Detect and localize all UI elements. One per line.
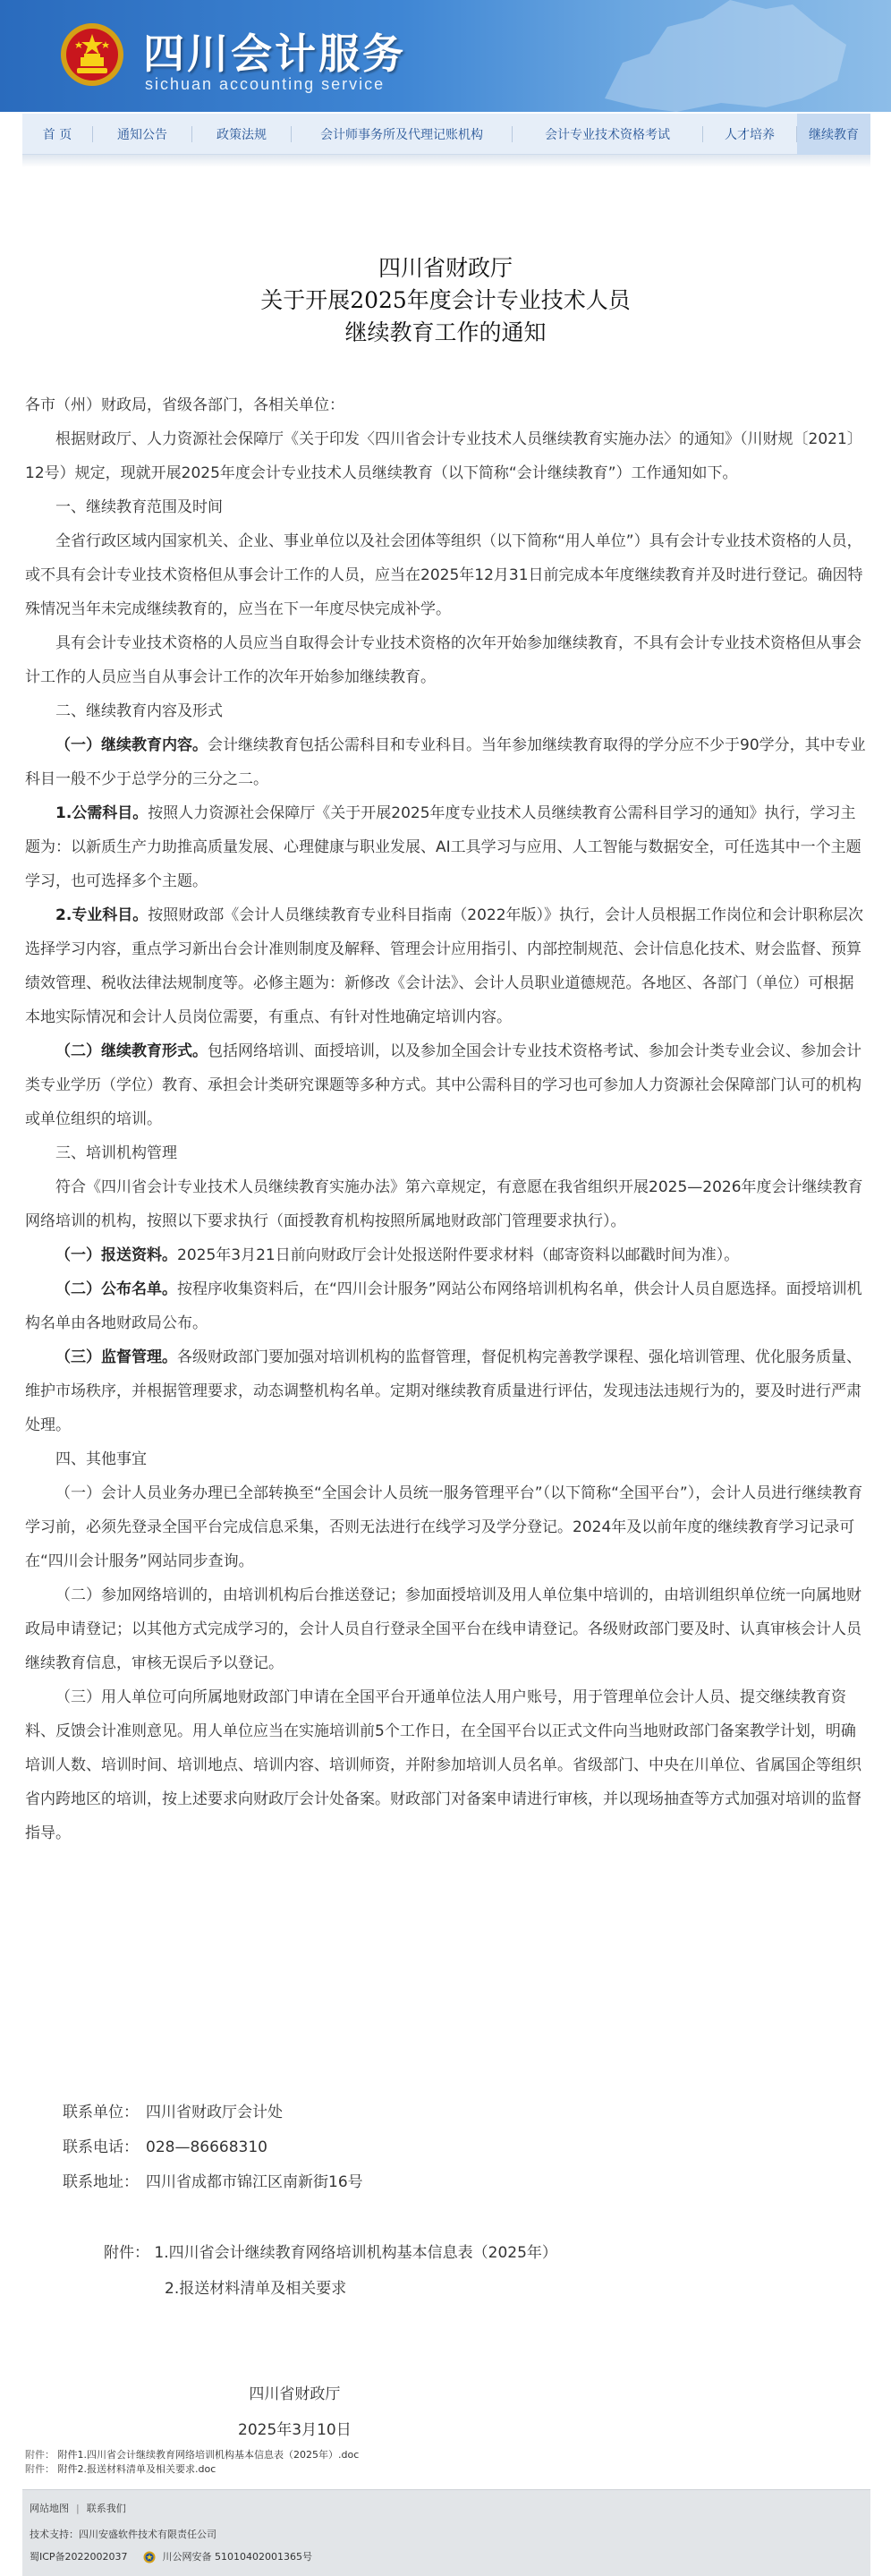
section-3-sub-1-text: 2025年3月21日前向财政厅会计处报送附件要求材料（邮寄资料以邮戳时间为准）。 xyxy=(177,1246,740,1264)
contact-unit: 四川省财政厅会计处 xyxy=(146,2104,283,2121)
nav-item-notices[interactable]: 通知公告 xyxy=(117,127,167,142)
file-downloads xyxy=(25,2448,359,2477)
sichuan-map-graphic xyxy=(587,0,855,112)
section-3-sub-3-text: 各级财政部门要加强对培训机构的监督管理，督促机构完善教学课程、强化培训管理、优化服务质量、维护市场秩序，并根据管理要求，动态调整机构名单。定期对继续教育质量进行评估，发现违法违规行为的，要及时进行严肃处理。 xyxy=(25,1348,861,1434)
signature-date: 2025年3月10日 xyxy=(238,2421,352,2439)
section-2-item-2 xyxy=(25,898,866,1034)
article-title xyxy=(25,252,866,349)
file-label: 附件： xyxy=(25,2463,55,2475)
nav-item-talent[interactable]: 人才培养 xyxy=(725,127,775,142)
police-badge-icon xyxy=(143,2551,156,2563)
title-line-3: 继续教育工作的通知 xyxy=(344,319,547,345)
contact-unit-row xyxy=(63,2096,370,2130)
section-3-sub-1-label: （一）报送资料。 xyxy=(55,1246,177,1264)
section-2-heading: 二、继续教育内容及形式 xyxy=(55,702,223,720)
contact-phone-label: 联系电话： xyxy=(63,2138,139,2156)
section-4-paragraph-2: （二）参加网络培训的，由培训机构后台推送登记；参加面授培训及用人单位集中培训的，由培训组织单位统一向属地财政局申请登记；以其他方式完成学习的，会计人员自行登录全国平台在线申请登记。各级财政部门要及时、认真审核会计人员继续教育信息，审核无误后予以登记。 xyxy=(25,1586,861,1672)
contact-info xyxy=(63,2096,370,2200)
section-2-item-1-text: 按照人力资源社会保障厅《关于开展2025年度专业技术人员继续教育公需科目学习的通知》执行，学习主题为：以新质生产力助推高质量发展、心理健康与职业发展、AI工具学习与应用、人工智能与数据安全，可任选其中一个主题学习，也可选择多个主题。 xyxy=(25,804,861,890)
footer-icp[interactable]: 蜀ICP备2022002037 xyxy=(30,2551,128,2563)
signature-block xyxy=(238,2376,352,2448)
site-header xyxy=(0,0,891,112)
section-1-paragraph-1: 全省行政区域内国家机关、企业、事业单位以及社会团体等组织（以下简称“用人单位”）具有会计专业技术资格的人员，或不具有会计专业技术资格但从事会计工作的人员，应当在2025年12月31日前完成本年度继续教育并及时进行登记。确因特殊情况当年未完成继续教育的，应当在下一年度尽快完成补学。 xyxy=(25,532,863,618)
section-3-sub-3-label: （三）监督管理。 xyxy=(55,1348,177,1366)
attachment-item-2: 2.报送材料清单及相关要求 xyxy=(165,2280,347,2298)
section-2-item-2-text: 按照财政部《会计人员继续教育专业科目指南（2022年版）》执行，会计人员根据工作岗位和会计职称层次选择学习内容，重点学习新出台会计准则制度及解释、管理会计应用指引、内部控制规范、会计信息化技术、财会监督、预算绩效管理、税收法律法规制度等。必修主题为：新修改《会计法》、会计人员职业道德规范。各地区、各部门（单位）可根据本地实际情况和会计人员岗位需要，有重点、有针对性地确定培训内容。 xyxy=(25,906,864,1026)
section-2-item-1-label: 1.公需科目。 xyxy=(55,804,148,822)
contact-address-label: 联系地址： xyxy=(63,2173,139,2191)
section-3-sub-2-label: （二）公布名单。 xyxy=(55,1280,177,1298)
attachment-row-1 xyxy=(104,2235,557,2271)
intro-paragraph: 根据财政厅、人力资源社会保障厅《关于印发〈四川省会计专业技术人员继续教育实施办法〉的通知》（川财规〔2021〕12号）规定，现就开展2025年度会计专业技术人员继续教育（以下简称“会计继续教育”）工作通知如下。 xyxy=(25,430,862,482)
section-2-sub-2-label: （二）继续教育形式。 xyxy=(55,1042,208,1060)
section-4-paragraph-3: （三）用人单位可向所属地财政部门申请在全国平台开通单位法人用户账号，用于管理单位会计人员、提交继续教育资料、反馈会计准则意见。用人单位应当在实施培训前5个工作日，在全国平台以正式文件向当地财政部门备案教学计划，明确培训人数、培训时间、培训地点、培训内容、培训师资，并附参加培训人员名单。省级部门、中央在川单位、省属国企等组织省内跨地区的培训，按上述要求向财政厅会计处备案。财政部门对备案申请进行审核，并以现场抽查等方式加强对培训的监督指导。 xyxy=(25,1688,861,1842)
national-emblem-icon xyxy=(59,21,125,88)
footer-separator: | xyxy=(76,2503,80,2514)
article-container xyxy=(25,166,866,2475)
attachments-label: 附件： xyxy=(104,2244,149,2262)
salutation: 各市（州）财政局，省级各部门，各相关单位： xyxy=(25,396,344,414)
section-4-paragraph-1: （一）会计人员业务办理已全部转换至“全国会计人员统一服务管理平台”（以下简称“全国平台”），会计人员进行继续教育学习前，必须先登录全国平台完成信息采集，否则无法进行在线学习及学分登记。2024年及以前年度的继续教育学习记录可在“四川会计服务”网站同步查询。 xyxy=(25,1484,863,1570)
signature-org: 四川省财政厅 xyxy=(249,2385,341,2403)
contact-unit-label: 联系单位： xyxy=(63,2104,139,2121)
footer-link-contact[interactable]: 联系我们 xyxy=(86,2503,126,2514)
file-link-1[interactable]: 附件1.四川省会计继续教育网络培训机构基本信息表（2025年）.doc xyxy=(57,2449,360,2461)
file-row-1 xyxy=(25,2448,359,2462)
attachments-list xyxy=(104,2235,557,2307)
footer-police-record[interactable]: 川公网安备 51010402001365号 xyxy=(162,2551,313,2563)
attachment-item-1: 1.四川省会计继续教育网络培训机构基本信息表（2025年） xyxy=(154,2244,557,2262)
site-title: 四川会计服务 xyxy=(143,30,406,78)
section-2-item-2-label: 2.专业科目。 xyxy=(55,906,148,924)
contact-phone-row xyxy=(63,2130,370,2165)
footer-registration xyxy=(30,2549,312,2563)
section-1-heading: 一、继续教育范围及时间 xyxy=(55,498,223,516)
section-1-paragraph-2: 具有会计专业技术资格的人员应当自取得会计专业技术资格的次年开始参加继续教育，不具有会计专业技术资格但从事会计工作的人员应当自从事会计工作的次年开始参加继续教育。 xyxy=(25,634,861,686)
section-3-sub-2 xyxy=(25,1272,866,1340)
file-link-2[interactable]: 附件2.报送材料清单及相关要求.doc xyxy=(57,2463,216,2475)
section-2-sub-1-label: （一）继续教育内容。 xyxy=(55,736,208,754)
nav-shadow xyxy=(22,155,870,167)
section-2-sub-2 xyxy=(25,1034,866,1136)
section-3-sub-3 xyxy=(25,1340,866,1442)
site-footer xyxy=(22,2489,870,2576)
section-2-sub-1-text: 会计继续教育包括公需科目和专业科目。当年参加继续教育取得的学分应不少于90学分，其中专业科目一般不少于总学分的三分之二。 xyxy=(25,736,866,788)
contact-phone: 028—86668310 xyxy=(146,2138,267,2156)
contact-address-row xyxy=(63,2165,370,2200)
footer-tech-support: 技术支持：四川安盛软件技术有限责任公司 xyxy=(30,2529,216,2540)
section-2-sub-1 xyxy=(25,728,866,796)
footer-links xyxy=(30,2501,126,2515)
title-line-1: 四川省财政厅 xyxy=(378,255,513,281)
section-3-paragraph-1: 符合《四川省会计专业技术人员继续教育实施办法》第六章规定，有意愿在我省组织开展2025—2026年度会计继续教育网络培训的机构，按照以下要求执行（面授教育机构按照所属地财政部门管理要求执行）。 xyxy=(25,1178,863,1230)
nav-item-continuing-education[interactable]: 继续教育 xyxy=(797,114,870,155)
section-3-sub-1 xyxy=(25,1238,866,1272)
section-3-sub-2-text: 按程序收集资料后，在“四川会计服务”网站公布网络培训机构名单，供会计人员自愿选择。面授培训机构名单由各地财政局公布。 xyxy=(25,1280,862,1332)
section-2-item-1 xyxy=(25,796,866,898)
section-4-heading: 四、其他事宜 xyxy=(55,1450,147,1468)
article-body xyxy=(25,388,866,1850)
footer-link-sitemap[interactable]: 网站地图 xyxy=(30,2503,69,2514)
section-2-sub-2-text: 包括网络培训、面授培训，以及参加全国会计专业技术资格考试、参加会计类专业会议、参加会计类专业学历（学位）教育、承担会计类研究课题等多种方式。其中公需科目的学习也可参加人力资源社会保障部门认可的机构或单位组织的培训。 xyxy=(25,1042,861,1128)
nav-item-exam[interactable]: 会计专业技术资格考试 xyxy=(545,127,670,142)
section-3-heading: 三、培训机构管理 xyxy=(55,1144,177,1162)
contact-address: 四川省成都市锦江区南新街16号 xyxy=(146,2173,363,2191)
nav-item-home[interactable]: 首 页 xyxy=(42,127,72,142)
nav-item-policies[interactable]: 政策法规 xyxy=(216,127,267,142)
nav-item-firms[interactable]: 会计师事务所及代理记账机构 xyxy=(320,127,483,142)
site-subtitle: sichuan accounting service xyxy=(145,75,386,93)
main-nav xyxy=(22,114,870,155)
file-label: 附件： xyxy=(25,2449,55,2461)
file-row-2 xyxy=(25,2462,359,2477)
title-line-2: 关于开展2025年度会计专业技术人员 xyxy=(260,287,631,313)
